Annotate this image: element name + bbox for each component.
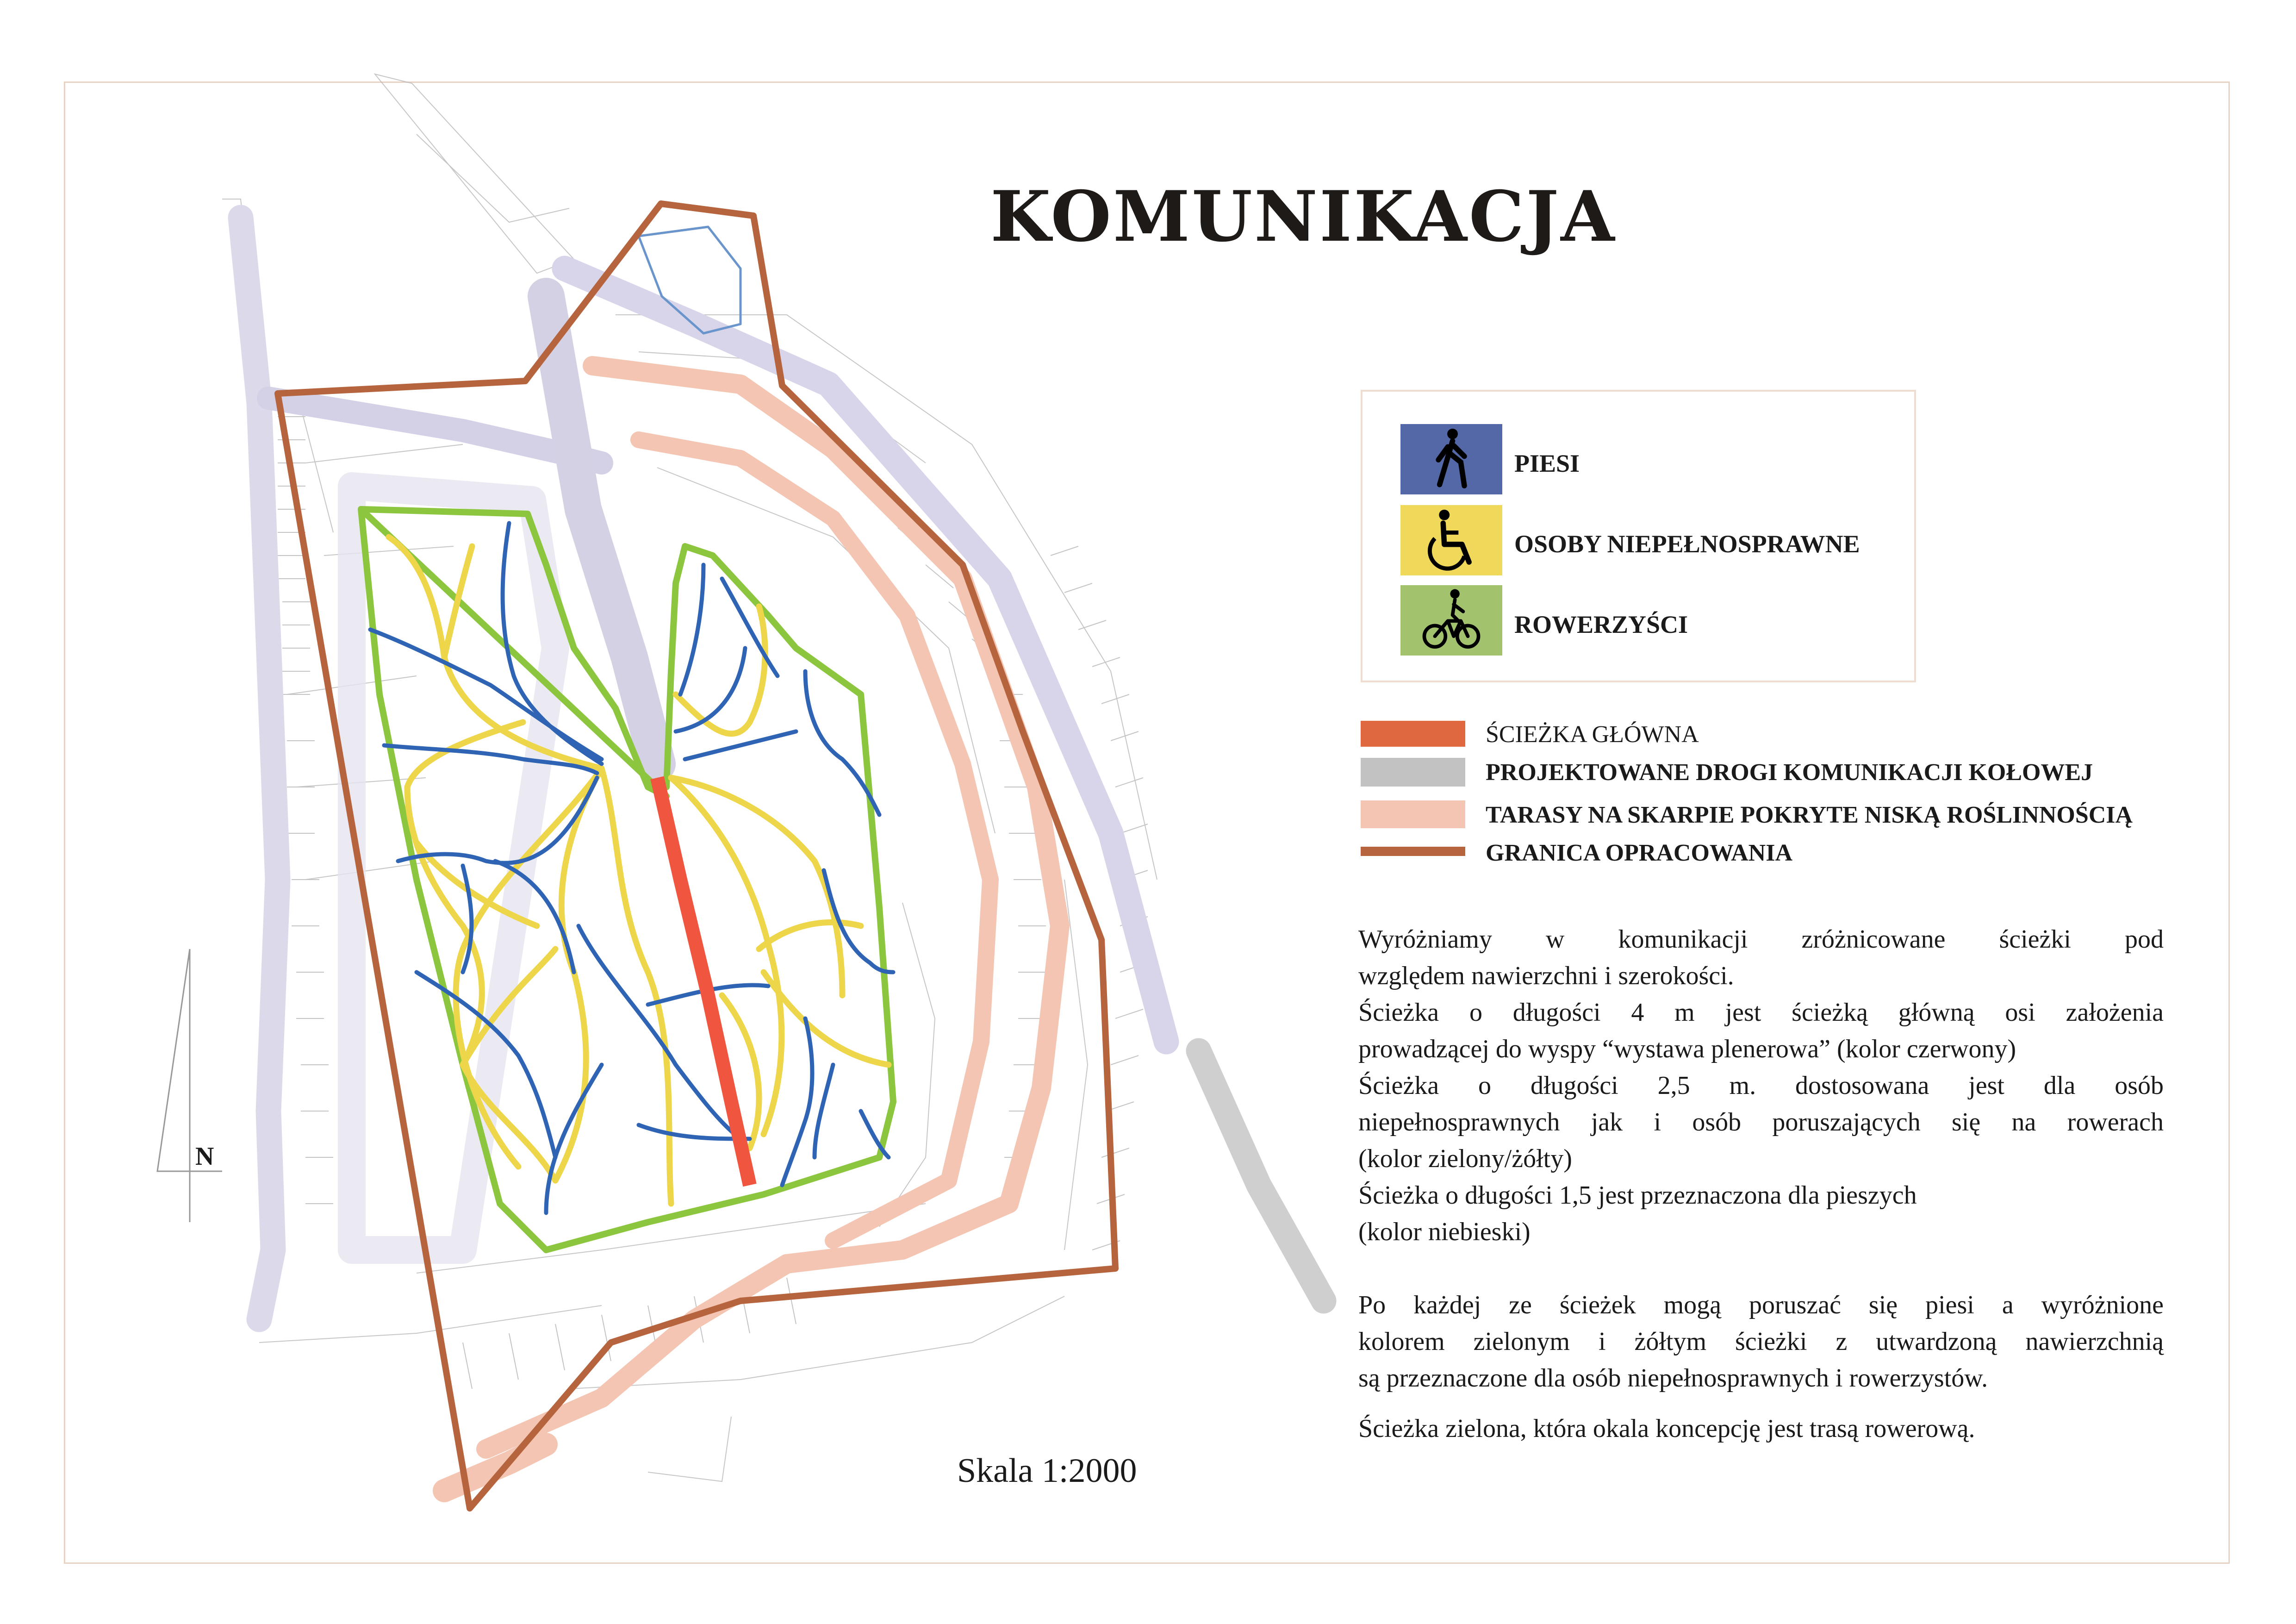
description-line: Ścieżka zielona, która okala koncepcję jest trasą rowerową.: [1358, 1414, 1975, 1443]
legend-label-cyclists: ROWERZYŚCI: [1514, 611, 1688, 638]
description-line: Po każdej ze ścieżek mogą poruszać się piesi a wyróżnione: [1358, 1291, 2164, 1319]
legend-label-roads: PROJEKTOWANE DROGI KOMUNIKACJI KOŁOWEJ: [1486, 759, 2093, 786]
legend-swatch-cyclist: [1400, 585, 1502, 656]
legend-label-boundary: GRANICA OPRACOWANIA: [1486, 840, 1793, 866]
description-line: Ścieżka o długości 4 m jest ścieżką główną osi założenia: [1358, 998, 2164, 1027]
description-line: niepełnosprawnych jak i osób poruszających się na rowerach: [1358, 1108, 2164, 1137]
description-line: prowadzącej do wyspy “wystawa plenerowa” (kolor czerwony): [1358, 1035, 2016, 1063]
description-line: są przeznaczone dla osób niepełnosprawnych i rowerzystów.: [1358, 1364, 1988, 1393]
page-title: KOMUNIKACJA: [990, 176, 1617, 257]
wheelchair-icon: [1421, 508, 1481, 573]
cyclist-icon: [1421, 588, 1481, 653]
description-text: [1358, 921, 2164, 1447]
inner-ring-road: [352, 486, 555, 1250]
description-line: względem nawierzchni i szerokości.: [1358, 962, 1734, 990]
description-line: (kolor niebieski): [1358, 1218, 1531, 1246]
north-arrow: [157, 949, 222, 1222]
legend-row-boundary: [1361, 840, 2240, 877]
legend-swatch-disabled: [1400, 505, 1502, 575]
description-line: kolorem zielonym i żółtym ścieżki z utwardzoną nawierzchnią: [1358, 1327, 2164, 1356]
southeast-road: [1199, 1051, 1324, 1301]
east-road: [565, 269, 1166, 1042]
legend-swatch-main-path: [1361, 721, 1465, 747]
legend-swatch-pedestrian: [1400, 424, 1502, 494]
legend-swatch-roads: [1361, 758, 1465, 787]
west-road: [241, 218, 278, 1319]
legend-row-roads: [1361, 758, 2240, 795]
user-type-legend: [1361, 390, 1916, 682]
legend-swatch-terraces: [1361, 800, 1465, 828]
legend-row-main-path: [1361, 720, 2240, 757]
description-line: Wyróżniamy w komunikacji zróżnicowane ścieżki pod: [1358, 925, 2164, 954]
north-label: N: [195, 1142, 214, 1171]
legend-label-main-path: ŚCIEŻKA GŁÓWNA: [1486, 721, 1699, 748]
description-line: Ścieżka o długości 1,5 jest przeznaczona dla pieszych: [1358, 1181, 1917, 1210]
scale-label: Skala 1:2000: [957, 1452, 1137, 1490]
pedestrian-icon: [1421, 427, 1481, 492]
legend-label-terraces: TARASY NA SKARPIE POKRYTE NISKĄ ROŚLINNOŚCIĄ: [1486, 802, 2133, 828]
legend-row-terraces: [1361, 800, 2240, 837]
legend-swatch-boundary: [1361, 847, 1465, 856]
description-line: Ścieżka o długości 2,5 m. dostosowana jest dla osób: [1358, 1071, 2164, 1100]
description-line: (kolor zielony/żółty): [1358, 1144, 1572, 1173]
legend-label-pedestrians: PIESI: [1514, 450, 1580, 477]
legend-label-disabled: OSOBY NIEPEŁNOSPRAWNE: [1514, 530, 1860, 558]
